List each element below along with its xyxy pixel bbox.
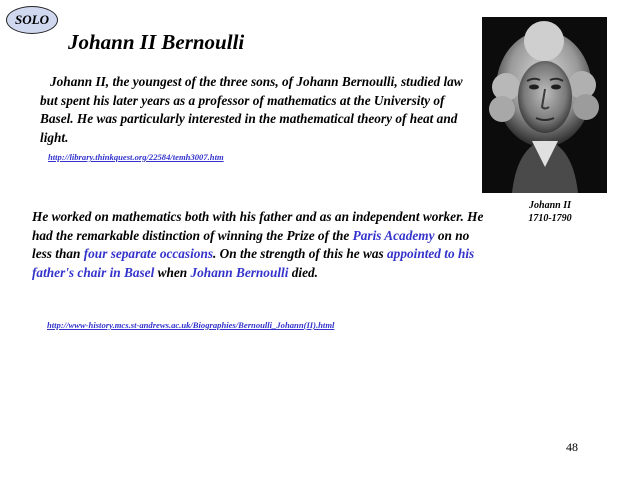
fathers-chair-link[interactable]: appointed to his father's chair in Basel <box>32 246 475 281</box>
body-text: on no less than <box>32 227 470 262</box>
portrait-caption <box>510 199 590 225</box>
page-number: 48 <box>566 440 578 454</box>
intro-paragraph: Johann II, the youngest of the three sons, of Johann Bernoulli, studied law but spent his later years as a professor of mathematics at the University of Basel. He was particularly interested in the mathematical theory of heat and light. <box>40 74 463 146</box>
paris-academy-link[interactable]: Paris Academy <box>352 227 435 243</box>
body-text: . On the strength of this he was <box>213 246 388 262</box>
caption-years: 1710-1790 <box>528 213 572 224</box>
caption-name: Johann II <box>529 200 571 211</box>
page-title: Johann II Bernoulli <box>68 30 245 54</box>
solo-badge: SOLO <box>6 6 58 34</box>
thinkquest-link[interactable]: http://library.thinkquest.org/22584/temh3007.htm <box>48 152 224 162</box>
portrait-image <box>482 17 607 193</box>
st-andrews-link[interactable]: http://www-history.mcs.st-andrews.ac.uk/Biographies/Bernoulli_Johann(II).html <box>47 320 335 330</box>
body-paragraph <box>32 208 492 283</box>
johann-bernoulli-link[interactable]: Johann Bernoulli <box>190 265 289 281</box>
body-text: died. <box>288 265 318 281</box>
portrait-drawing <box>482 17 607 193</box>
body-text: when <box>154 265 191 281</box>
body-text: He worked on mathematics both with his father and as an independent worker. He had the remarkable distinction of winning the Prize of the <box>32 209 484 243</box>
four-occasions-link[interactable]: four separate occasions <box>83 246 214 262</box>
